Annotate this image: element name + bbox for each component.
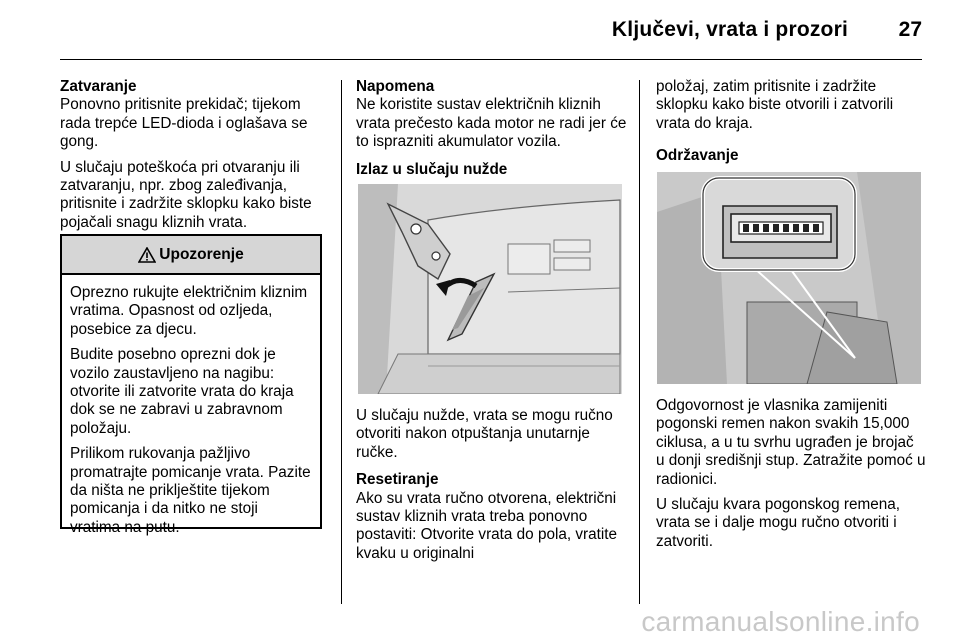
column-divider-1	[341, 80, 342, 604]
warning-body	[62, 275, 320, 537]
maintenance-heading: Održavanje	[656, 147, 739, 165]
warning-title: Upozorenje	[159, 245, 244, 263]
watermark: carmanualsonline.info	[641, 606, 920, 637]
reset-continuation: položaj, zatim pritisnite i zadržite sklopku kako biste otvorili i zatvorili vrata do kraja.	[656, 78, 894, 132]
page-header-title: Ključevi, vrata i prozori	[611, 18, 848, 41]
column-3-lower	[656, 397, 926, 558]
maintenance-paragraph-2: U slučaju kvara pogonskog remena, vrata se i dalje mogu ručno otvoriti i zatvoriti.	[656, 496, 901, 550]
page-number: 27	[898, 18, 922, 41]
reset-text: Ako su vrata ručno otvorena, električni sustav kliznih vrata treba ponovno postaviti: Otvorite vrata do pola, vratite kvaku u originalni	[356, 489, 618, 562]
closing-heading: Zatvaranje	[60, 78, 137, 95]
closing-paragraph-1: Ponovno pritisnite prekidač; tijekom rada trepće LED-dioda i oglašava se gong.	[60, 96, 308, 151]
warning-paragraph-1: Oprezno rukujte električnim kliznim vratima. Opasnost od ozljeda, posebice za djecu.	[70, 284, 308, 338]
note-text: Ne koristite sustav električnih kliznih vrata prečesto kada motor ne radi jer će to isprazniti akumulator vozila.	[356, 96, 627, 151]
emergency-heading: Izlaz u slučaju nužde	[356, 160, 508, 178]
warning-paragraph-3: Prilikom rukovanja pažljivo promatrajte pomicanje vrata. Pazite da ništa ne priklještite tijekom pomicanja i da nitko ne stoji vratima na putu.	[70, 445, 311, 536]
warning-triangle-icon	[138, 247, 156, 263]
belt-counter-illustration	[657, 172, 921, 384]
column-2	[356, 78, 628, 179]
reset-heading: Resetiranje	[356, 471, 439, 489]
warning-box	[60, 234, 322, 536]
column-2-lower	[356, 407, 628, 570]
warning-paragraph-2: Budite posebno oprezni dok je vozilo zaustavljeno na nagibu: otvorite ili zatvorite vrata do kraja dok se ne zabravi u zabravnom položaju.	[70, 346, 294, 437]
warning-header	[62, 236, 320, 275]
maintenance-paragraph-1: Odgovornost je vlasnika zamijeniti pogonski remen nakon svakih 15,000 ciklusa, a u tu svrhu ugrađen je brojač u donji središnji stup. Zatražite pomoć u radionici.	[656, 397, 926, 488]
column-3	[656, 78, 926, 166]
column-divider-2	[639, 80, 640, 604]
closing-paragraph-2: U slučaju poteškoća pri otvaranju ili zatvaranju, npr. zbog zaleđivanja, pritisnite i zadržite sklopku kako biste pojačali snagu kliznih vrata.	[60, 158, 312, 231]
emergency-text: U slučaju nužde, vrata se mogu ručno otvoriti nakon otpuštanja unutarnje ručke.	[356, 407, 613, 461]
header-divider	[60, 59, 922, 60]
note-heading: Napomena	[356, 78, 435, 95]
column-1	[60, 78, 326, 239]
emergency-exit-illustration	[358, 184, 622, 394]
